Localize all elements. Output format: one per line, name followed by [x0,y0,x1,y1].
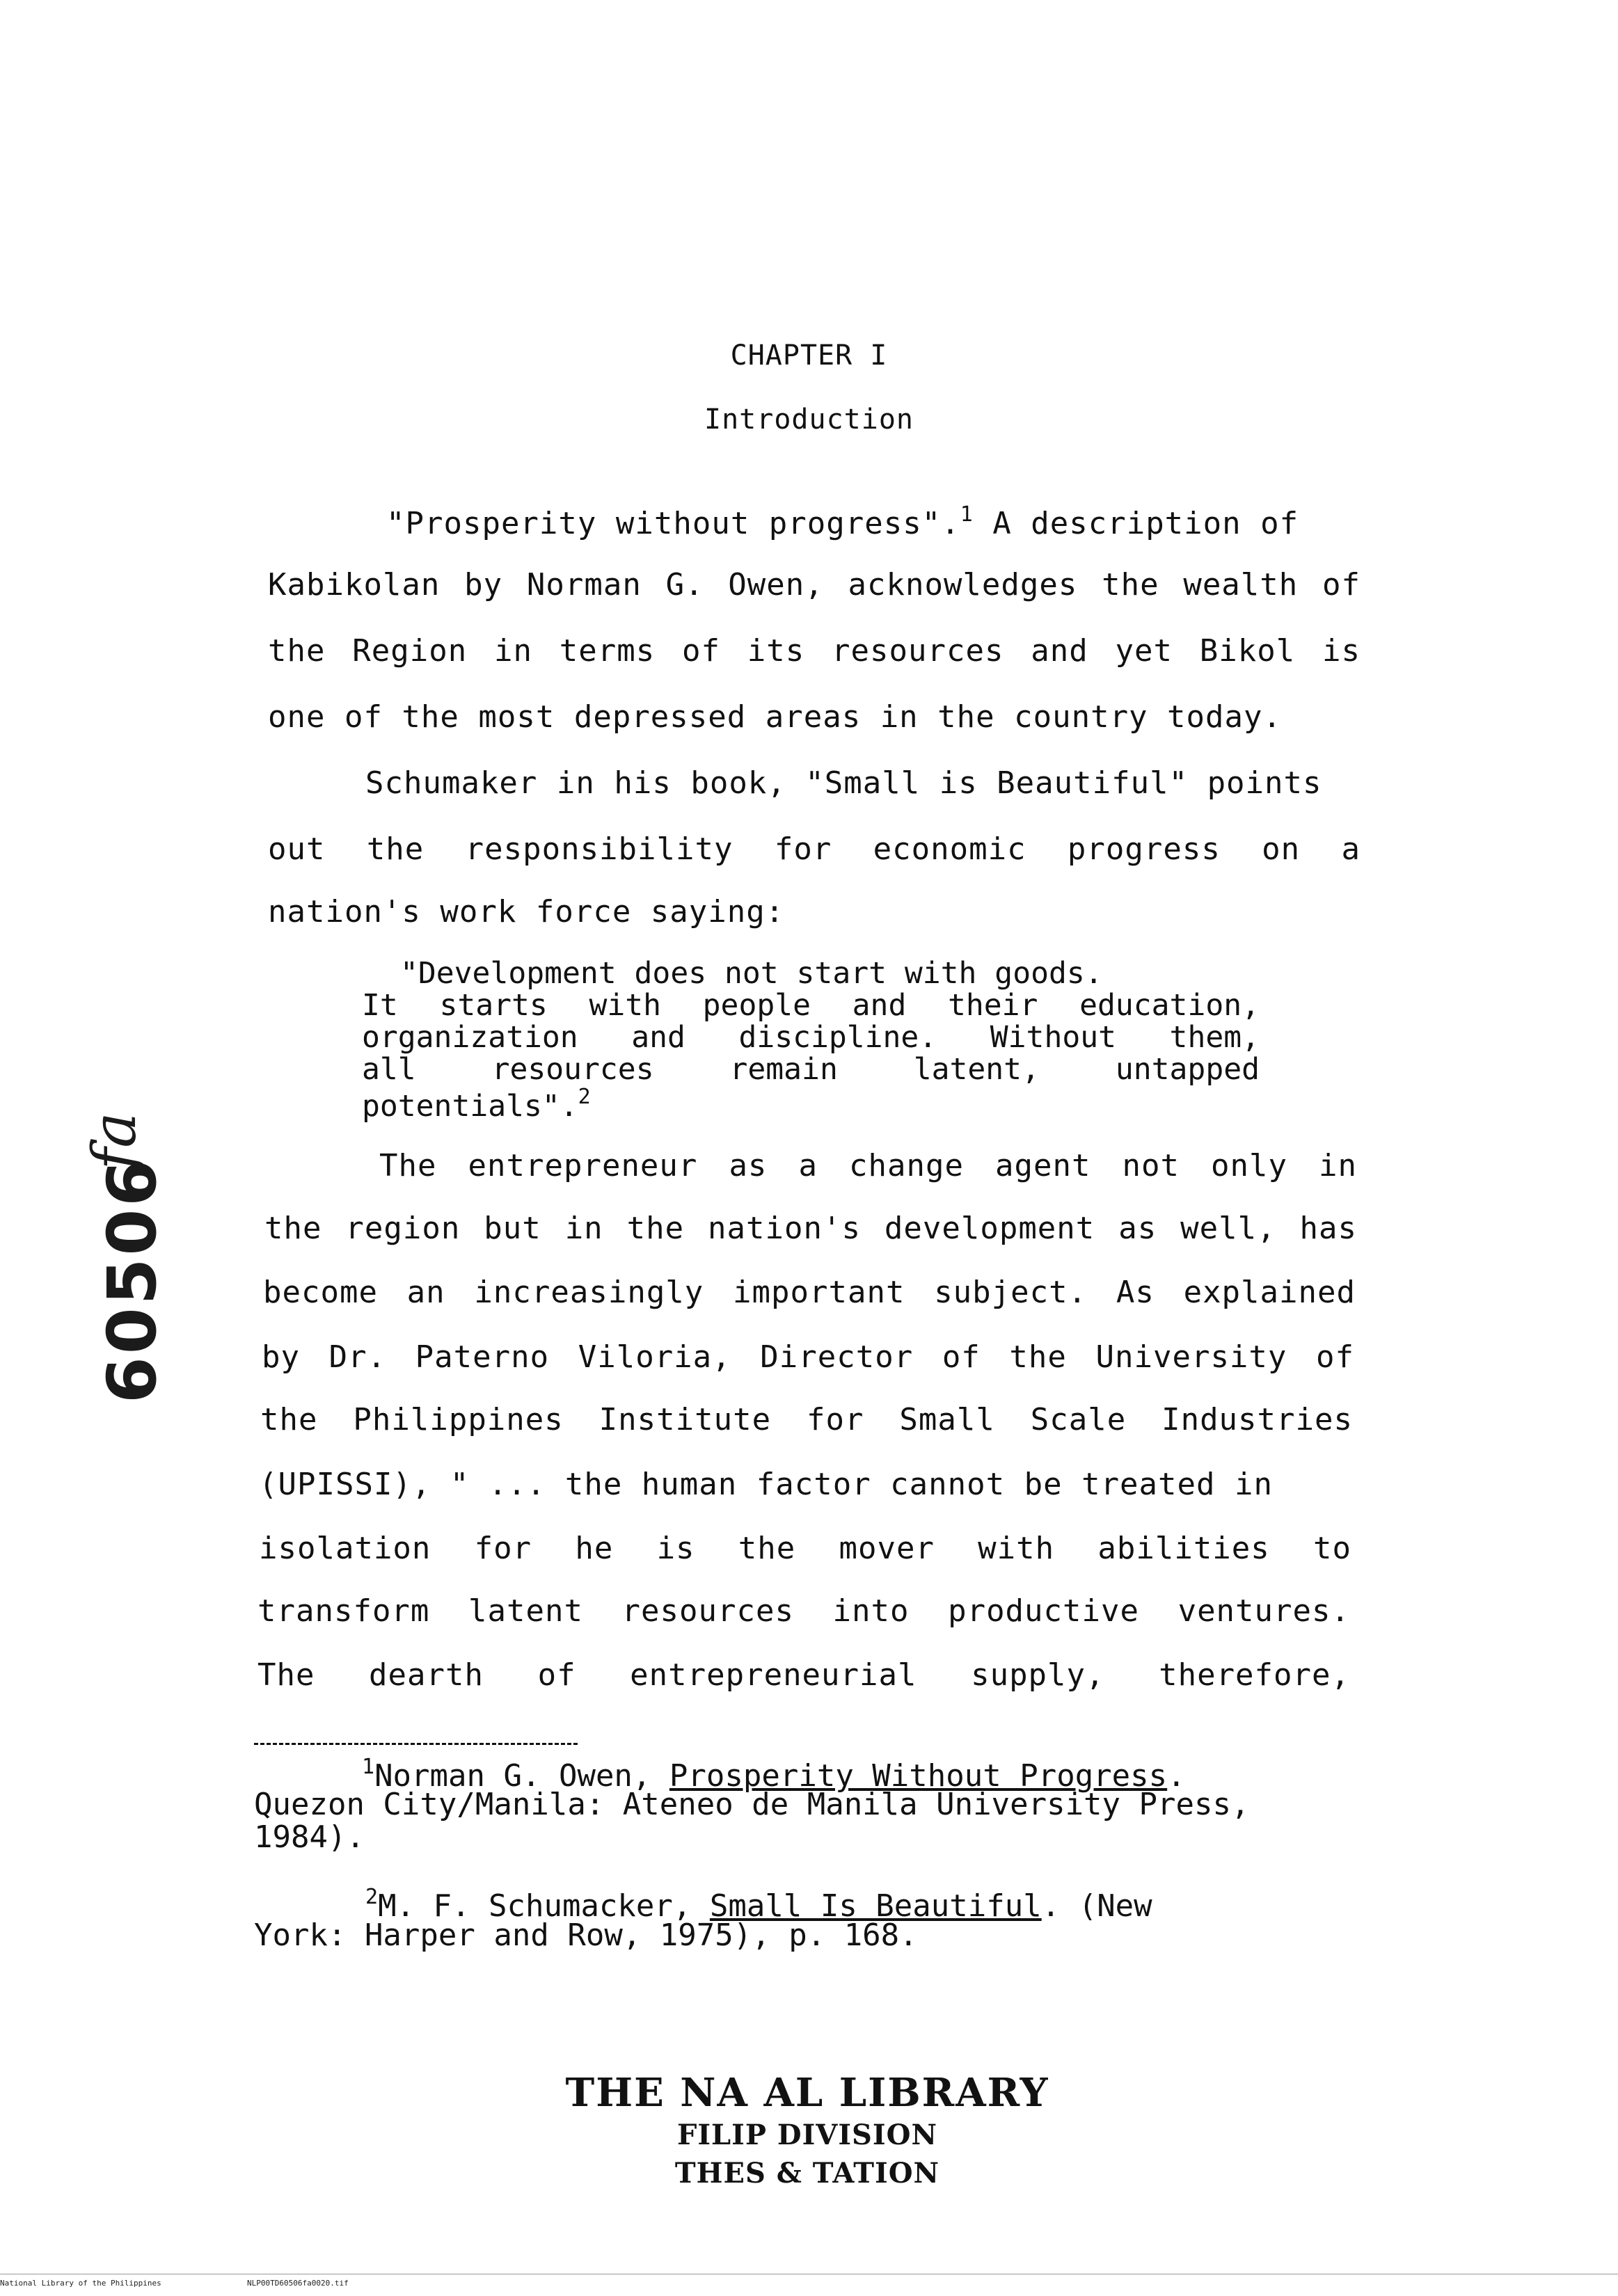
chapter-title: Introduction [704,404,914,436]
footnote-2-title: Small Is Beautiful [709,1888,1042,1924]
handwritten-note: fa [80,1112,150,1170]
footnote-1-title-end: . [1167,1758,1186,1794]
paragraph-3-line-3: become an increasingly important subject. As explained [263,1275,1356,1310]
footnote-ref-1: 1 [960,502,974,527]
paragraph-3-line-5: the Philippines Institute for Small Scale Industries [260,1402,1353,1437]
footnote-2-author: M. F. Schumacker, [378,1888,710,1924]
footnote-separator [254,1743,578,1745]
library-stamp-line-3: THES & TATION [674,2157,940,2190]
paragraph-1-line-1-rest: A description of [973,506,1299,541]
footer-institution: National Library of the Philippines [0,2279,161,2288]
paragraph-3-line-4: by Dr. Paterno Viloria, Director of the University of [262,1339,1354,1375]
quote-line-3: organization and discipline. Without them, [362,1020,1260,1055]
footer-filename: NLP00TD60506fa0020.tif [247,2279,349,2288]
footnote-1-line-2: Quezon City/Manila: Ateneo de Manila University Press, [254,1787,1250,1822]
library-stamp-line-1: THE NA AL LIBRARY [565,2070,1049,2116]
footnote-1-author: Norman G. Owen, [374,1758,669,1794]
quote-line-2: It starts with people and their education, [362,988,1260,1023]
paragraph-1-line-4: one of the most depressed areas in the country today. [268,699,1282,735]
footnote-2-line-2: York: Harper and Row, 1975), p. 168. [254,1918,918,1953]
library-stamp-line-2: FILIP DIVISION [676,2119,938,2151]
paragraph-3-line-2: the region but in the nation's development as well, has [264,1211,1357,1246]
paragraph-2-line-1: Schumaker in his book, "Small is Beautiful" points [365,765,1322,801]
paragraph-2-line-3: nation's work force saying: [268,894,785,930]
footnote-2-suffix: . (New [1041,1888,1152,1924]
paragraph-1-line-3: the Region in terms of its resources and yet Bikol is [268,633,1361,669]
footnote-1-title: Prosperity Without Progress [669,1758,1168,1794]
paragraph-3-line-8: transform latent resources into productive ventures. [257,1593,1350,1629]
paragraph-3-line-1: The entrepreneur as a change agent not only in [379,1148,1357,1183]
footnote-1-line-3: 1984). [254,1819,365,1855]
quote-line-5 [362,1087,1260,1122]
footnote-2-line-1 [365,1887,1350,1922]
paragraph-3-line-7: isolation for he is the mover with abilities to [259,1531,1351,1566]
quote-line-4: all resources remain latent, untapped [362,1052,1260,1087]
paragraph-3-line-9: The dearth of entrepreneurial supply, therefore, [257,1657,1350,1693]
paragraph-2-line-2: out the responsibility for economic progress on a [268,831,1361,867]
footnote-2-number: 2 [365,1885,379,1909]
paragraph-1-line-2: Kabikolan by Norman G. Owen, acknowledges the wealth of [268,567,1361,603]
paragraph-1-line-1 [386,502,1361,541]
footnote-1-number: 1 [362,1755,375,1779]
chapter-label: CHAPTER I [730,340,888,372]
paragraph-3-line-6: (UPISSI), " ... the human factor cannot be treated in [259,1467,1273,1502]
quote-line-5-text: potentials". [362,1089,578,1124]
footnote-ref-2: 2 [578,1085,591,1109]
paragraph-1-quote: "Prosperity without progress". [386,506,960,541]
quote-line-1: "Development does not start with goods. [400,956,1103,991]
accession-number: 60506 [93,1157,171,1403]
